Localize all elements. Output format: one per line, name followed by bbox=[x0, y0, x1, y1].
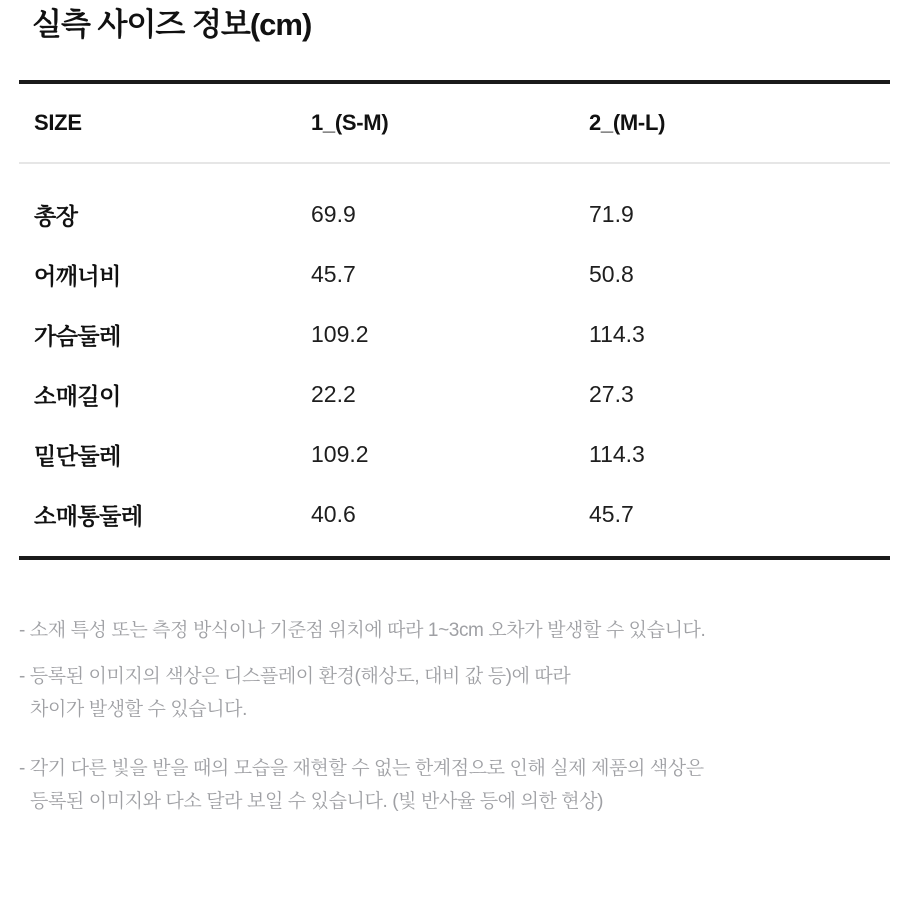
table-row bbox=[19, 184, 890, 244]
table-row bbox=[19, 304, 890, 364]
table-row bbox=[19, 484, 890, 544]
row-value-size-1: 22.2 bbox=[311, 380, 356, 407]
row-label-sleeve-length: 소매길이 bbox=[34, 382, 121, 409]
table-row bbox=[19, 244, 890, 304]
column-header-size-1: 1_(S-M) bbox=[311, 110, 389, 135]
note-measurement-tolerance bbox=[19, 614, 880, 647]
row-label-shoulder-width: 어깨너비 bbox=[34, 262, 121, 289]
page-title: 실측 사이즈 정보(cm) bbox=[32, 7, 312, 42]
note-line: 차이가 발생할 수 있습니다. bbox=[30, 699, 248, 720]
size-table-header-row bbox=[19, 84, 890, 164]
row-label-sleeve-opening-circumference: 소매통둘레 bbox=[34, 502, 143, 529]
size-table-body bbox=[19, 164, 890, 556]
row-value-size-2: 71.9 bbox=[589, 200, 634, 227]
note-display-color-difference bbox=[19, 660, 880, 726]
note-line: - 등록된 이미지의 색상은 디스플레이 환경(해상도, 대비 값 등)에 따라 bbox=[19, 666, 571, 687]
disclaimer-notes bbox=[19, 614, 880, 818]
table-row bbox=[19, 424, 890, 484]
note-line: - 각기 다른 빛을 받을 때의 모습을 재현할 수 없는 한계점으로 인해 실제 제품의 색상은 bbox=[19, 758, 704, 779]
column-header-size: SIZE bbox=[34, 110, 82, 135]
row-label-chest-circumference: 가슴둘레 bbox=[34, 322, 121, 349]
row-value-size-2: 114.3 bbox=[589, 440, 645, 467]
row-label-hem-circumference: 밑단둘레 bbox=[34, 442, 121, 469]
note-line: - 소재 특성 또는 측정 방식이나 기준점 위치에 따라 1~3cm 오차가 발생할 수 있습니다. bbox=[19, 620, 706, 641]
row-value-size-1: 69.9 bbox=[311, 200, 356, 227]
row-value-size-2: 114.3 bbox=[589, 320, 645, 347]
row-value-size-1: 45.7 bbox=[311, 260, 356, 287]
row-label-total-length: 총장 bbox=[34, 202, 78, 229]
row-value-size-2: 27.3 bbox=[589, 380, 634, 407]
row-value-size-2: 50.8 bbox=[589, 260, 634, 287]
note-line: 등록된 이미지와 다소 달라 보일 수 있습니다. (빛 반사율 등에 의한 현상) bbox=[30, 791, 604, 812]
row-value-size-1: 109.2 bbox=[311, 440, 369, 467]
row-value-size-1: 40.6 bbox=[311, 500, 356, 527]
row-value-size-1: 109.2 bbox=[311, 320, 369, 347]
note-lighting-color-difference bbox=[19, 752, 880, 818]
table-row bbox=[19, 364, 890, 424]
size-table bbox=[19, 80, 890, 560]
column-header-size-2: 2_(M-L) bbox=[589, 110, 666, 135]
row-value-size-2: 45.7 bbox=[589, 500, 634, 527]
